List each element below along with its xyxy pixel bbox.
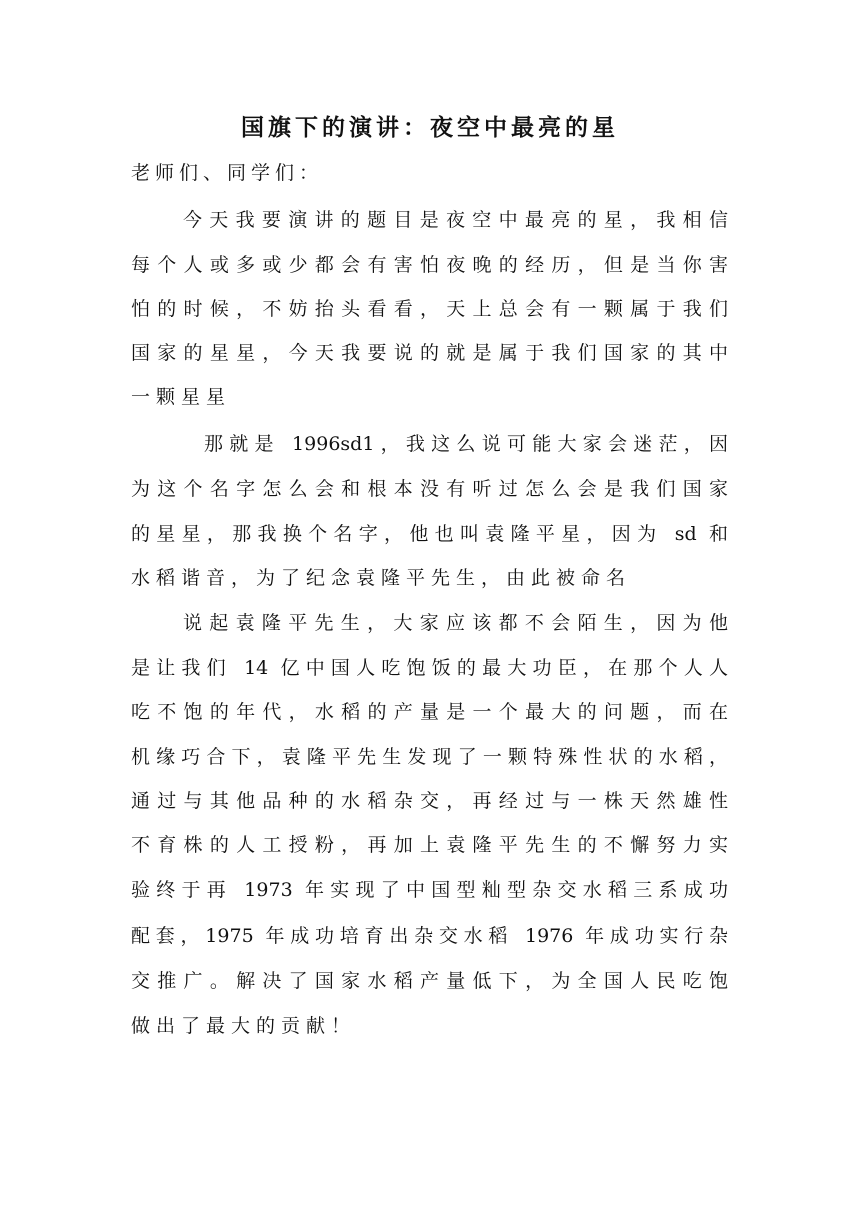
paragraph-line: 的星星，那我换个名字，他也叫袁隆平星，因为 sd 和	[131, 523, 728, 545]
paragraph-line: 今天我要演讲的题目是夜空中最亮的星，我相信	[183, 209, 728, 231]
paragraph-line: 配套，1975 年成功培育出杂交水稻 1976 年成功实行杂	[131, 925, 728, 947]
paragraph-line: 是让我们 14 亿中国人吃饱饭的最大功臣，在那个人人	[131, 657, 728, 679]
salutation: 老师们、同学们：	[131, 162, 324, 184]
page-title: 国旗下的演讲：夜空中最亮的星	[241, 115, 619, 141]
paragraph-line: 一颗星星	[131, 386, 232, 408]
paragraph-line: 怕的时候，不妨抬头看看，天上总会有一颗属于我们	[131, 298, 728, 320]
paragraph-line: 国家的星星，今天我要说的就是属于我们国家的其中	[131, 342, 728, 364]
paragraph-line: 不育株的人工授粉，再加上袁隆平先生的不懈努力实	[131, 834, 728, 856]
paragraph-line: 为这个名字怎么会和根本没有听过怎么会是我们国家	[131, 478, 728, 500]
paragraph-line: 通过与其他品种的水稻杂交，再经过与一株天然雄性	[131, 790, 728, 812]
paragraph-line: 那就是 1996sd1，我这么说可能大家会迷茫，因	[204, 433, 728, 455]
paragraph-line: 机缘巧合下，袁隆平先生发现了一颗特殊性状的水稻，	[131, 746, 728, 768]
paragraph-line: 做出了最大的贡献！	[131, 1015, 357, 1037]
paragraph-line: 交推广。解决了国家水稻产量低下，为全国人民吃饱	[131, 970, 728, 992]
paragraph-line: 每个人或多或少都会有害怕夜晚的经历，但是当你害	[131, 254, 728, 276]
paragraph-line: 说起袁隆平先生，大家应该都不会陌生，因为他	[183, 612, 728, 634]
paragraph-line: 水稻谐音，为了纪念袁隆平先生，由此被命名	[131, 567, 632, 589]
paragraph-line: 验终于再 1973 年实现了中国型籼型杂交水稻三系成功	[131, 879, 728, 901]
paragraph-line: 吃不饱的年代，水稻的产量是一个最大的问题，而在	[131, 701, 728, 723]
